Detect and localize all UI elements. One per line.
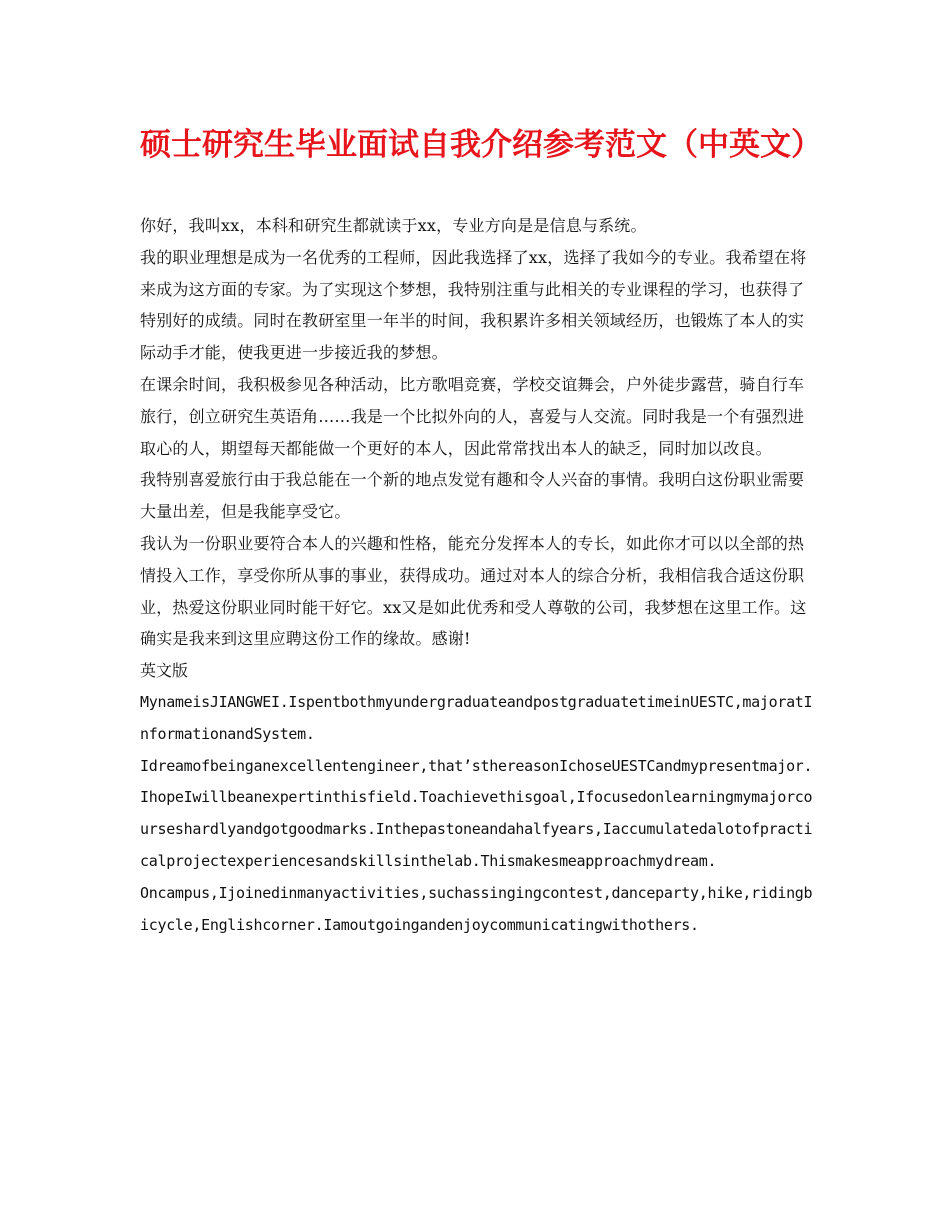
english-version-label: 英文版 <box>140 661 189 681</box>
paragraph-activities: 在课余时间，我积极参见各种活动，比方歌唱竞赛，学校交谊舞会，户外徒步露营，骑自行车旅行，创立研究生英语角……我是一个比拟外向的人，喜爱与人交流。同时我是一个有强烈进取心的人，期望每天都能做一个更好的本人，因此常常找出本人的缺乏，同时加以改良。 <box>140 374 805 458</box>
document-title: 硕士研究生毕业面试自我介绍参考范文（中英文） <box>140 127 822 163</box>
paragraph-career-goal: 我的职业理想是成为一名优秀的工程师，因此我选择了xx，选择了我如今的专业。我希望在将来成为这方面的专家。为了实现这个梦想，我特别注重与此相关的专业课程的学习，也获得了特别好的成绩。同时在教研室里一年半的时间，我积累许多相关领域经历，也锻炼了本人的实际动手才能，使我更进一步接近我的梦想。 <box>140 247 807 363</box>
english-paragraph-career-goal: Idreamofbeinganexcellentengineer,that’sthereasonIchoseUESTCandmypresentmajor.IhopeIwillbeanexpertinthisfield.Toachievethisgoal,Ifocusedonlearningmymajorcourseshardlyandgotgoodmarks.Inthepastoneandahalfyears,Iaccumulatedalotofpracticalprojectexperiencesandskillsinthelab.Thismakesmeapproachmydream. <box>140 756 813 870</box>
english-paragraph-activities: Oncampus,Ijoinedinmanyactivities,suchassingingcontest,danceparty,hike,ridingbicycle,Englishcorner.Iamoutgoingandenjoycommunicatingwithothers. <box>140 883 813 934</box>
english-paragraph-intro: MynameisJIANGWEI.IspentbothmyundergraduateandpostgraduatetimeinUESTC,majoratInformationandSystem. <box>140 692 813 743</box>
paragraph-conclusion: 我认为一份职业要符合本人的兴趣和性格，能充分发挥本人的专长，如此你才可以以全部的热情投入工作，享受你所从事的事业，获得成功。通过对本人的综合分析，我相信我合适这份职业，热爱这份职业同时能干好它。xx又是如此优秀和受人尊敬的公司，我梦想在这里工作。这确实是我来到这里应聘这份工作的缘故。感谢! <box>140 533 807 649</box>
paragraph-intro: 你好，我叫xx，本科和研究生都就读于xx，专业方向是是信息与系统。 <box>140 216 647 235</box>
document-body <box>140 210 820 941</box>
paragraph-travel: 我特别喜爱旅行由于我总能在一个新的地点发觉有趣和令人兴奋的事情。我明白这份职业需要大量出差，但是我能享受它。 <box>140 470 805 522</box>
